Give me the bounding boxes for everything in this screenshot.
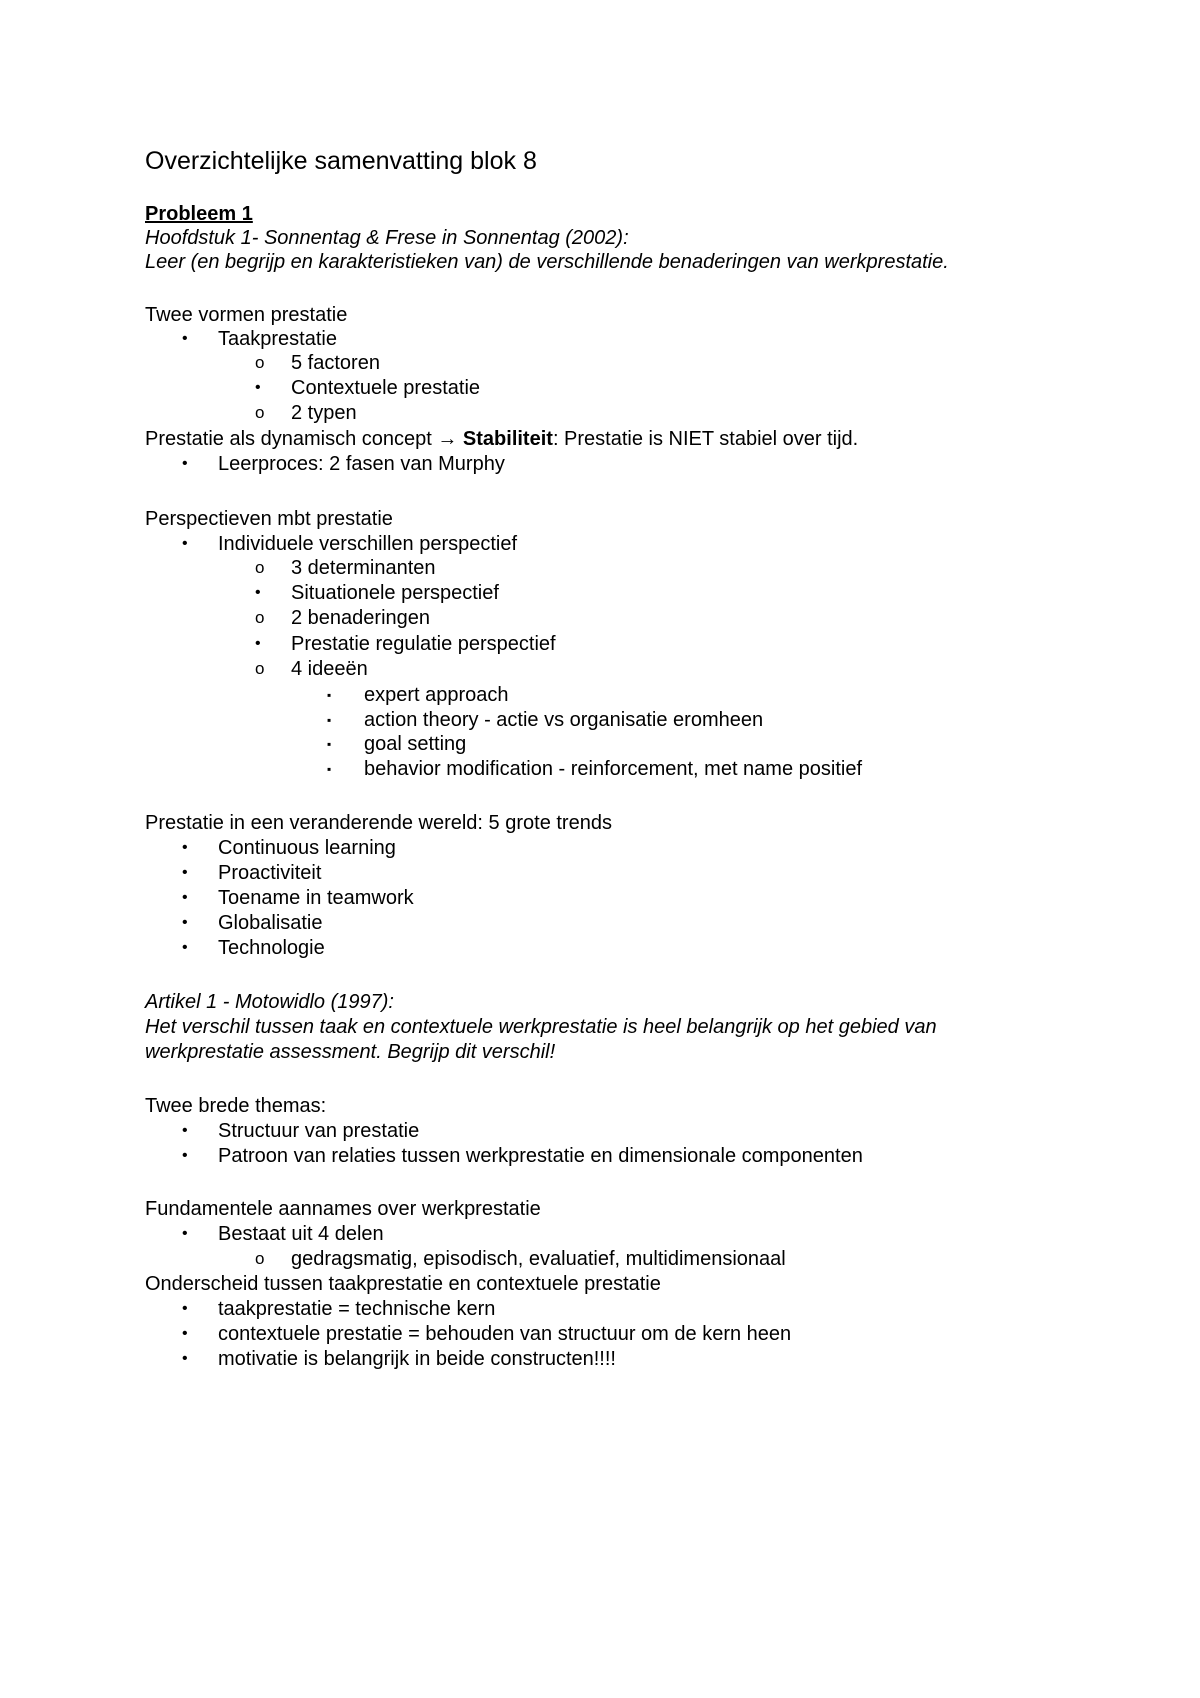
list-item: • Individuele verschillen perspectief bbox=[182, 533, 518, 555]
list-item: ▪ goal setting bbox=[327, 733, 467, 755]
list-item: • Taakprestatie bbox=[182, 328, 337, 350]
list-item: • Globalisatie bbox=[182, 912, 323, 934]
bullet-circle: o bbox=[255, 659, 265, 678]
learning-goal: Leer (en begrijp en karakteristieken van) de verschillende benaderingen van werkprestatie. bbox=[145, 251, 949, 273]
bullet-circle: o bbox=[255, 1249, 265, 1268]
list-item: • Patroon van relaties tussen werkprestatie en dimensionale componenten bbox=[182, 1145, 863, 1167]
document-title: Overzichtelijke samenvatting blok 8 bbox=[145, 147, 537, 175]
bullet-circle: o bbox=[255, 353, 265, 372]
list-item: ▪ action theory - actie vs organisatie eromheen bbox=[327, 709, 764, 731]
section-heading: Perspectieven mbt prestatie bbox=[145, 508, 393, 530]
section-heading: Fundamentele aannames over werkprestatie bbox=[145, 1198, 541, 1220]
learning-goal: Het verschil tussen taak en contextuele werkprestatie is heel belangrijk op het gebied van bbox=[145, 1016, 937, 1038]
learning-goal: werkprestatie assessment. Begrijp dit verschil! bbox=[145, 1041, 556, 1063]
bullet-disc: • bbox=[182, 455, 188, 472]
bullet-disc: • bbox=[182, 1225, 188, 1242]
list-item: • Situationele perspectief bbox=[255, 582, 499, 604]
bullet-disc: • bbox=[182, 1325, 188, 1342]
bullet-disc: • bbox=[255, 584, 261, 601]
bullet-square: ▪ bbox=[327, 762, 332, 776]
bullet-disc: • bbox=[255, 379, 261, 396]
section-heading: Twee brede themas: bbox=[145, 1095, 327, 1117]
bullet-circle: o bbox=[255, 403, 265, 422]
bullet-circle: o bbox=[255, 558, 265, 577]
bullet-disc: • bbox=[182, 1147, 188, 1164]
list-item: • Structuur van prestatie bbox=[182, 1120, 420, 1142]
problem-heading: Probleem 1 bbox=[145, 203, 253, 225]
bullet-disc: • bbox=[182, 939, 188, 956]
bullet-circle: o bbox=[255, 608, 265, 627]
bullet-disc: • bbox=[182, 914, 188, 931]
section-heading: Prestatie in een veranderende wereld: 5 grote trends bbox=[145, 812, 612, 834]
bullet-disc: • bbox=[255, 635, 261, 652]
bullet-disc: • bbox=[182, 1350, 188, 1367]
list-item: • contextuele prestatie = behouden van structuur om de kern heen bbox=[182, 1323, 792, 1345]
bullet-disc: • bbox=[182, 1300, 188, 1317]
bullet-disc: • bbox=[182, 839, 188, 856]
bullet-disc: • bbox=[182, 1122, 188, 1139]
list-item: • Prestatie regulatie perspectief bbox=[255, 633, 556, 655]
bullet-square: ▪ bbox=[327, 688, 332, 702]
list-item: o 2 typen bbox=[255, 402, 357, 424]
bullet-disc: • bbox=[182, 889, 188, 906]
section-heading: Twee vormen prestatie bbox=[145, 304, 348, 326]
list-item: • Contextuele prestatie bbox=[255, 377, 481, 399]
list-item: • Toename in teamwork bbox=[182, 887, 414, 909]
list-item: o 3 determinanten bbox=[255, 557, 436, 579]
bullet-disc: • bbox=[182, 330, 188, 347]
list-item: • Technologie bbox=[182, 937, 325, 959]
bullet-square: ▪ bbox=[327, 737, 332, 751]
list-item: o 2 benaderingen bbox=[255, 607, 431, 629]
article-source: Artikel 1 - Motowidlo (1997): bbox=[145, 991, 394, 1013]
paragraph-line: Prestatie als dynamisch concept → Stabiliteit: Prestatie is NIET stabiel over tijd. bbox=[145, 428, 859, 450]
list-item: • Leerproces: 2 fasen van Murphy bbox=[182, 453, 505, 475]
list-item: • Proactiviteit bbox=[182, 862, 322, 884]
bullet-disc: • bbox=[182, 864, 188, 881]
list-item: o 4 ideeën bbox=[255, 658, 368, 680]
bullet-square: ▪ bbox=[327, 713, 332, 727]
section-heading: Onderscheid tussen taakprestatie en contextuele prestatie bbox=[145, 1273, 661, 1295]
bullet-disc: • bbox=[182, 535, 188, 552]
list-item: o 5 factoren bbox=[255, 352, 380, 374]
list-item: • Continuous learning bbox=[182, 837, 396, 859]
list-item: • taakprestatie = technische kern bbox=[182, 1298, 496, 1320]
list-item: • Bestaat uit 4 delen bbox=[182, 1223, 384, 1245]
list-item: o gedragsmatig, episodisch, evaluatief, multidimensionaal bbox=[255, 1248, 786, 1270]
list-item: • motivatie is belangrijk in beide constructen!!!! bbox=[182, 1348, 616, 1370]
list-item: ▪ behavior modification - reinforcement, met name positief bbox=[327, 758, 863, 780]
list-item: ▪ expert approach bbox=[327, 684, 509, 706]
chapter-source: Hoofdstuk 1- Sonnentag & Frese in Sonnentag (2002): bbox=[145, 227, 629, 249]
